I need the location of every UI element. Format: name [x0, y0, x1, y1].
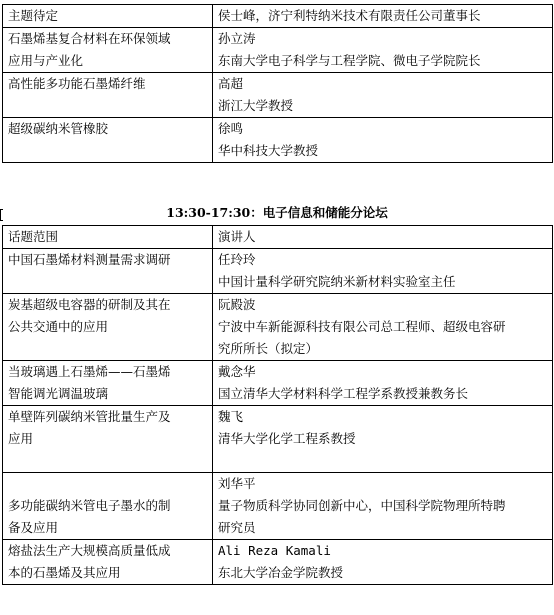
topic-line: 单壁阵列碳纳米管批量生产及	[8, 409, 171, 424]
forum-agenda-table	[2, 225, 553, 585]
spacer-line	[8, 473, 207, 495]
topic-line: 公共交通中的应用	[8, 319, 109, 334]
speaker-cell	[213, 294, 553, 361]
table-header-row	[3, 226, 553, 249]
speaker-cell	[213, 249, 553, 294]
topic-line: 超级碳纳米管橡胶	[8, 121, 109, 136]
speaker-cell	[213, 540, 553, 585]
speaker-cell	[213, 73, 553, 118]
speaker-affiliation: 究所所长（拟定）	[218, 341, 319, 356]
table-row	[3, 361, 553, 406]
speaker-cell	[213, 118, 553, 163]
table-row	[3, 406, 553, 473]
speaker-affiliation: 清华大学化学工程系教授	[218, 431, 356, 446]
speaker-cell	[213, 473, 553, 540]
topic-line: 熔盐法生产大规模高质量低成	[8, 543, 171, 558]
topic-line: 多功能碳纳米管电子墨水的制	[8, 498, 171, 513]
topic-line: 中国石墨烯材料测量需求调研	[8, 252, 171, 267]
topic-line: 备及应用	[8, 520, 59, 535]
speaker-cell	[213, 406, 553, 473]
section-title: 13:30-17:30：电子信息和储能分论坛	[166, 205, 388, 220]
speaker-name: 戴念华	[218, 364, 256, 379]
speaker-name: 魏飞	[218, 409, 244, 424]
topic-line: 主题待定	[8, 8, 59, 23]
table-row	[3, 73, 553, 118]
header-speaker: 演讲人	[213, 226, 553, 249]
speaker-affiliation: 量子物质科学协同创新中心，中国科学院物理所特聘	[218, 498, 506, 513]
speaker-affiliation: 华中科技大学教授	[218, 143, 319, 158]
topic-line: 本的石墨烯及其应用	[8, 565, 121, 580]
speaker-affiliation: 研究员	[218, 520, 256, 535]
topic-cell	[3, 28, 213, 73]
spacer-line	[218, 450, 547, 472]
speaker-name: 徐鸣	[218, 121, 244, 136]
topic-cell	[3, 473, 213, 540]
speaker-affiliation: 国立清华大学材料科学工程学系教授兼教务长	[218, 386, 469, 401]
topic-cell	[3, 540, 213, 585]
table-row	[3, 5, 553, 28]
table-row	[3, 249, 553, 294]
speaker-name: 高超	[218, 76, 244, 91]
speaker-cell	[213, 5, 553, 28]
table-row	[3, 28, 553, 73]
topic-line: 应用与产业化	[8, 53, 84, 68]
topic-line: 石墨烯基复合材料在环保领域	[8, 31, 171, 46]
speaker-name: Ali Reza Kamali	[218, 543, 331, 558]
speaker-name: 任玲玲	[218, 252, 256, 267]
table-row	[3, 540, 553, 585]
topic-line: 当玻璃遇上石墨烯——石墨烯	[8, 364, 171, 379]
table-row	[3, 473, 553, 540]
speaker-name: 刘华平	[218, 476, 256, 491]
speaker-line: 侯士峰，济宁利特纳米技术有限责任公司董事长	[218, 8, 481, 23]
topic-line: 高性能多功能石墨烯纤维	[8, 76, 146, 91]
speaker-name: 孙立涛	[218, 31, 256, 46]
speaker-affiliation: 中国计量科学研究院纳米新材料实验室主任	[218, 274, 456, 289]
speaker-affiliation: 浙江大学教授	[218, 98, 294, 113]
topic-cell	[3, 249, 213, 294]
topic-cell	[3, 118, 213, 163]
topic-cell	[3, 294, 213, 361]
upper-agenda-table	[2, 4, 553, 163]
topic-line: 应用	[8, 431, 34, 446]
table-row	[3, 294, 553, 361]
topic-cell	[3, 361, 213, 406]
speaker-affiliation: 东北大学冶金学院教授	[218, 565, 344, 580]
topic-cell	[3, 406, 213, 473]
speaker-affiliation: 宁波中车新能源科技有限公司总工程师、超级电容研	[218, 319, 506, 334]
speaker-name: 阮殿波	[218, 297, 256, 312]
topic-line: 智能调光调温玻璃	[8, 386, 109, 401]
topic-cell	[3, 5, 213, 28]
table-row	[3, 118, 553, 163]
speaker-cell	[213, 28, 553, 73]
speaker-cell	[213, 361, 553, 406]
topic-line: 炭基超级电容器的研制及其在	[8, 297, 171, 312]
speaker-affiliation: 东南大学电子科学与工程学院、微电子学院院长	[218, 53, 481, 68]
topic-cell	[3, 73, 213, 118]
header-topic: 话题范围	[3, 226, 213, 249]
